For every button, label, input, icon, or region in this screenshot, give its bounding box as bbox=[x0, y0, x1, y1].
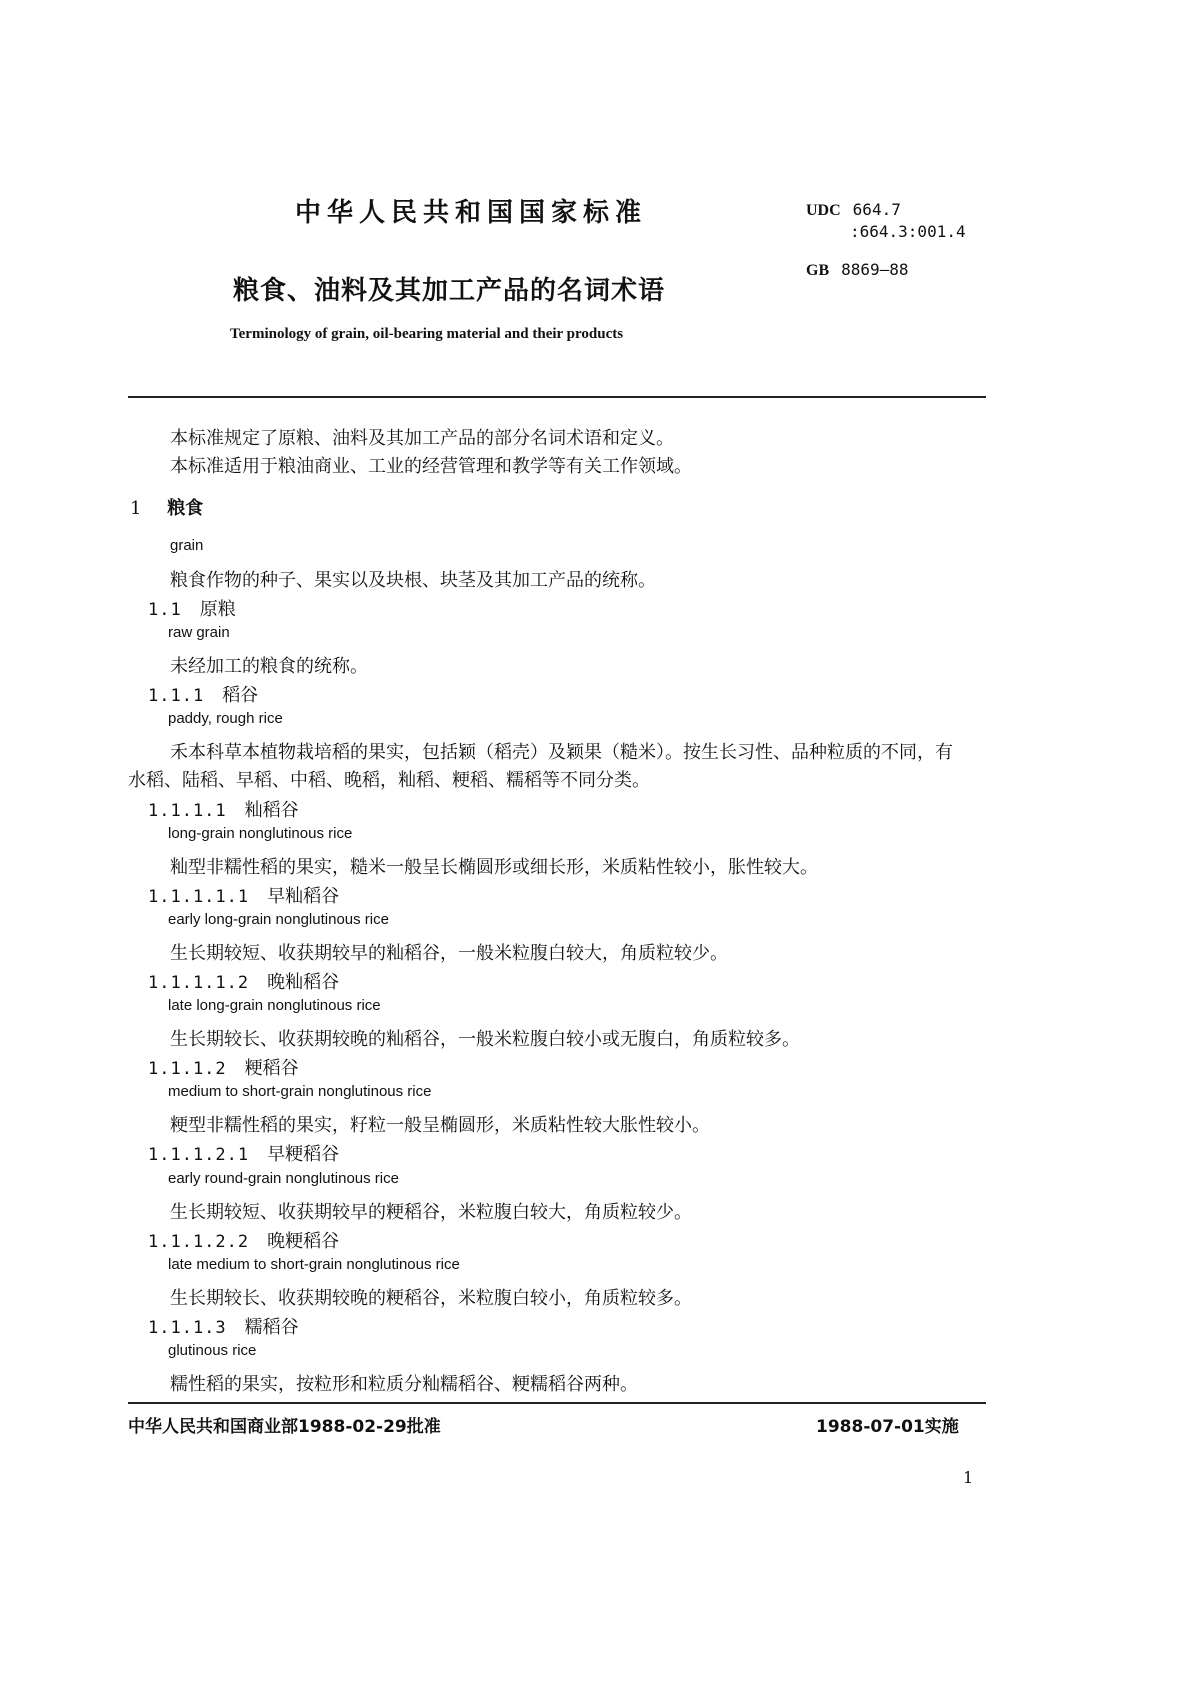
term-number: 1.1.1.2.1 bbox=[148, 1145, 250, 1165]
term-number: 1.1.1 bbox=[148, 686, 205, 706]
udc-line1: 664.7 bbox=[852, 200, 901, 219]
gb-number: 8869—88 bbox=[841, 260, 909, 279]
term-number: 1.1.1.2 bbox=[148, 1059, 227, 1079]
intro-application: 本标准适用于粮油商业、工业的经营管理和教学等有关工作领域。 bbox=[170, 456, 692, 477]
term-en: early long-grain nonglutinous rice bbox=[168, 911, 389, 928]
term-number: 1.1.1.1.1 bbox=[148, 887, 250, 907]
term-heading bbox=[148, 968, 339, 994]
section-number: 1 bbox=[130, 498, 142, 519]
term-cn: 早粳稻谷 bbox=[267, 1144, 340, 1165]
term-en: medium to short-grain nonglutinous rice bbox=[168, 1083, 432, 1100]
udc-line2: :664.3:001.4 bbox=[850, 222, 966, 241]
term-en: long-grain nonglutinous rice bbox=[168, 825, 353, 842]
udc-code bbox=[806, 200, 901, 220]
footer-divider bbox=[128, 1402, 986, 1404]
term-def: 粳型非糯性稻的果实，籽粒一般呈椭圆形，米质粘性较大胀性较小。 bbox=[170, 1115, 710, 1136]
term-cn: 早籼稻谷 bbox=[267, 886, 340, 907]
gb-label: GB bbox=[806, 262, 830, 279]
term-def-continued: 水稻、陆稻、早稻、中稻、晚稻，籼稻、粳稻、糯稻等不同分类。 bbox=[128, 770, 650, 791]
term-cn: 稻谷 bbox=[222, 685, 259, 706]
term-en: glutinous rice bbox=[168, 1342, 257, 1359]
term-heading bbox=[148, 1140, 339, 1166]
term-number: 1.1.1.2.2 bbox=[148, 1232, 250, 1252]
term-heading bbox=[148, 595, 236, 621]
term-heading bbox=[148, 1313, 299, 1339]
implementation-date: 1988-07-01实施 bbox=[816, 1417, 959, 1437]
term-def: 生长期较短、收获期较早的粳稻谷，米粒腹白较大，角质粒较少。 bbox=[170, 1202, 692, 1223]
term-number: 1.1.1.1.2 bbox=[148, 973, 250, 993]
section-title: 粮食 bbox=[167, 498, 204, 519]
term-cn: 籼稻谷 bbox=[244, 800, 299, 821]
national-standard-heading: 中华人民共和国国家标准 bbox=[295, 198, 648, 228]
term-en: paddy, rough rice bbox=[168, 710, 283, 727]
document-title-en: Terminology of grain, oil-bearing material and their products bbox=[230, 326, 624, 342]
term-cn: 晚籼稻谷 bbox=[267, 972, 340, 993]
document-title-cn: 粮食、油料及其加工产品的名词术语 bbox=[233, 276, 666, 306]
header-divider bbox=[128, 396, 986, 398]
term-cn: 原粮 bbox=[199, 599, 236, 620]
approval-line: 中华人民共和国商业部1988-02-29批准 bbox=[128, 1417, 441, 1437]
term-def: 禾本科草本植物栽培稻的果实，包括颖（稻壳）及颖果（糙米）。按生长习性、品种粒质的不同，有 bbox=[170, 742, 953, 763]
term-heading bbox=[148, 1227, 339, 1253]
section-heading bbox=[130, 494, 203, 520]
term-en: late long-grain nonglutinous rice bbox=[168, 997, 381, 1014]
term-def: 糯性稻的果实，按粒形和粒质分籼糯稻谷、粳糯稻谷两种。 bbox=[170, 1374, 638, 1395]
term-number: 1.1 bbox=[148, 600, 182, 620]
term-def: 生长期较短、收获期较早的籼稻谷，一般米粒腹白较大，角质粒较少。 bbox=[170, 943, 728, 964]
term-def-grain: 粮食作物的种子、果实以及块根、块茎及其加工产品的统称。 bbox=[170, 570, 656, 591]
term-number: 1.1.1.3 bbox=[148, 1318, 227, 1338]
term-en: raw grain bbox=[168, 624, 230, 641]
term-en-grain: grain bbox=[170, 537, 204, 554]
term-heading bbox=[148, 882, 339, 908]
term-number: 1.1.1.1 bbox=[148, 801, 227, 821]
term-def: 籼型非糯性稻的果实，糙米一般呈长椭圆形或细长形，米质粘性较小，胀性较大。 bbox=[170, 857, 818, 878]
intro-scope: 本标准规定了原粮、油料及其加工产品的部分名词术语和定义。 bbox=[170, 428, 674, 449]
term-cn: 糯稻谷 bbox=[244, 1317, 299, 1338]
term-def: 未经加工的粮食的统称。 bbox=[170, 656, 368, 677]
term-heading bbox=[148, 681, 258, 707]
page-number: 1 bbox=[963, 1468, 974, 1487]
term-heading bbox=[148, 1054, 299, 1080]
term-heading bbox=[148, 796, 299, 822]
term-en: late medium to short-grain nonglutinous rice bbox=[168, 1256, 460, 1273]
gb-code bbox=[806, 260, 909, 280]
term-cn: 晚粳稻谷 bbox=[267, 1231, 340, 1252]
term-cn: 粳稻谷 bbox=[244, 1058, 299, 1079]
udc-label: UDC bbox=[806, 202, 841, 219]
term-def: 生长期较长、收获期较晚的籼稻谷，一般米粒腹白较小或无腹白，角质粒较多。 bbox=[170, 1029, 800, 1050]
term-def: 生长期较长、收获期较晚的粳稻谷，米粒腹白较小，角质粒较多。 bbox=[170, 1288, 692, 1309]
term-en: early round-grain nonglutinous rice bbox=[168, 1170, 399, 1187]
